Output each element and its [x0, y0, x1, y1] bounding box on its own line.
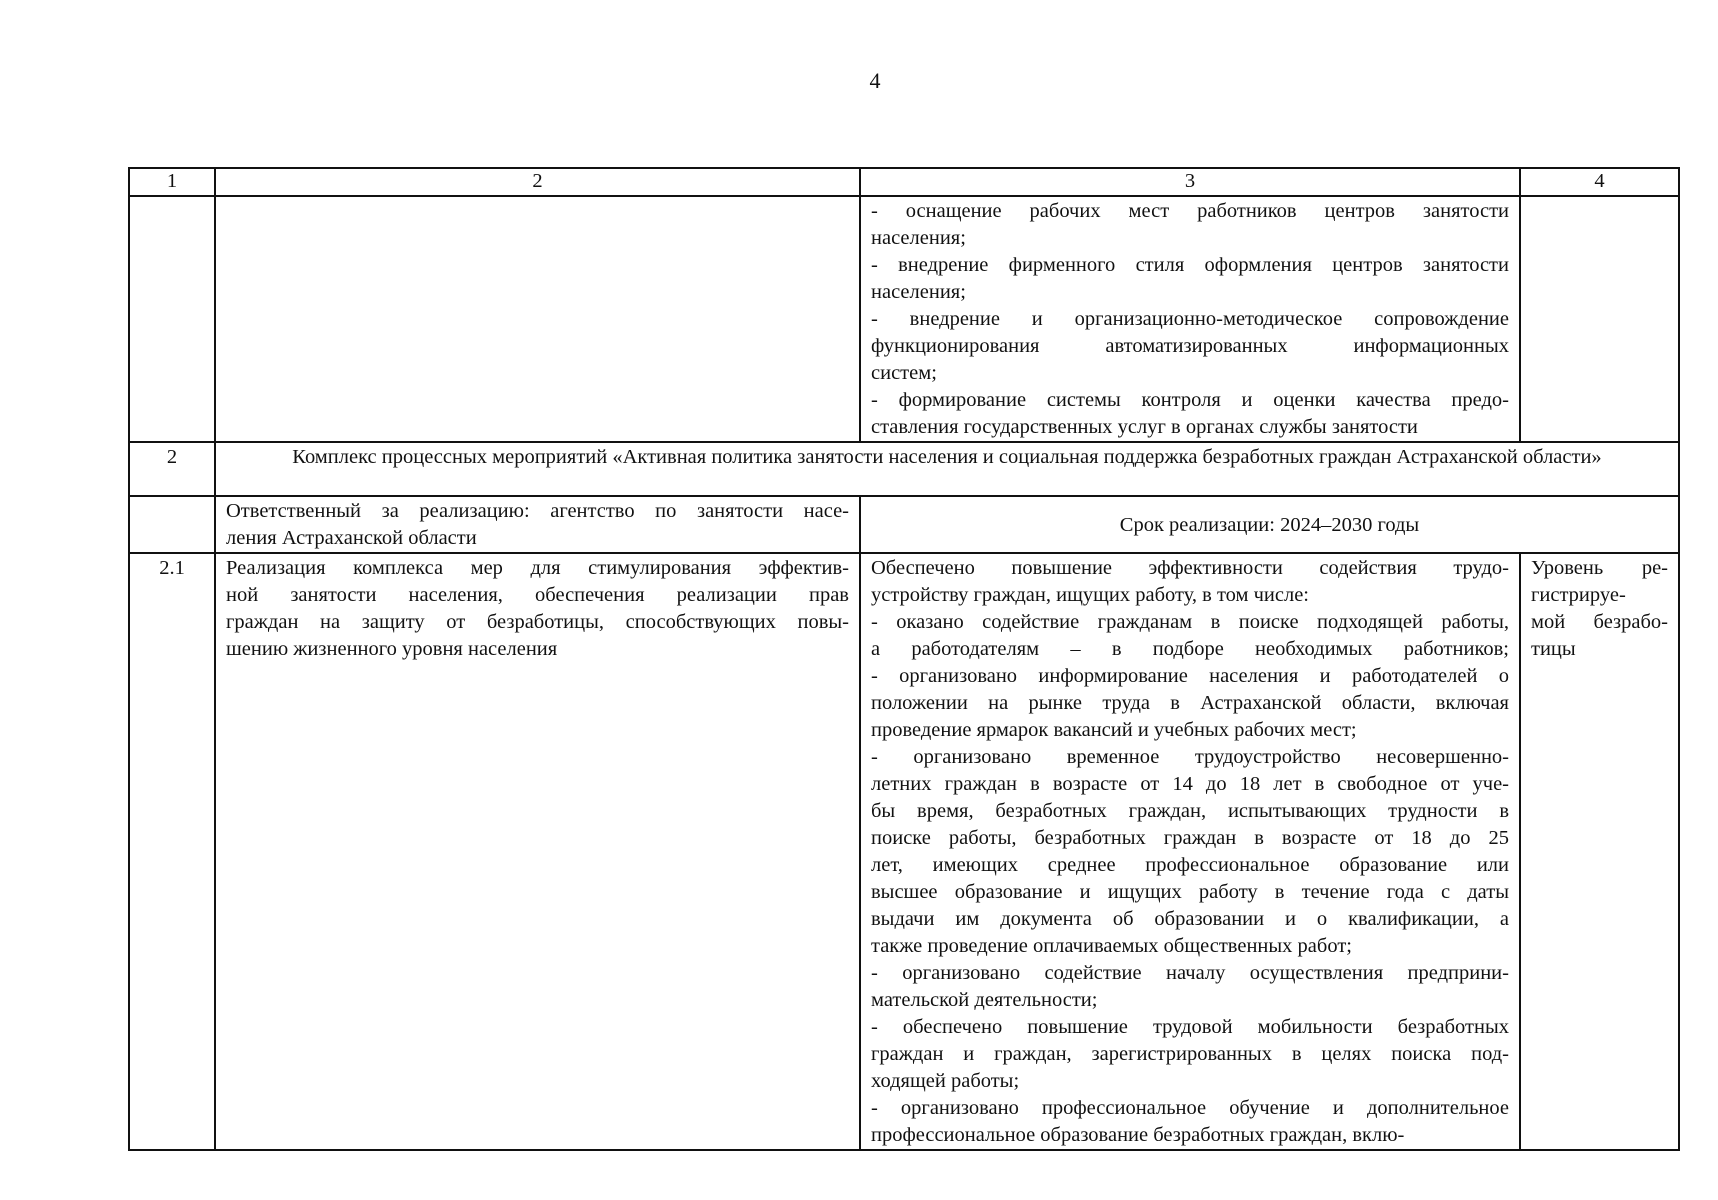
task-indicator-cell [1520, 553, 1679, 1150]
section-title: Комплекс процессных мероприятий «Активная политика занятости населения и социальная поддержка безработных граждан Астраханской области» [215, 442, 1679, 496]
text-line: тицы [1531, 638, 1576, 660]
text-line: - обеспечено повышение трудовой мобильности безработных [871, 1016, 1509, 1038]
continuation-indicator-cell [1520, 196, 1679, 442]
text-line: устройству граждан, ищущих работу, в том числе: [871, 584, 1309, 606]
implementation-period: Срок реализации: 2024–2030 годы [860, 496, 1679, 553]
text-line: - оснащение рабочих мест работников центров занятости [871, 200, 1509, 222]
text-line: - организовано профессиональное обучение и дополнительное [871, 1097, 1509, 1119]
text-line: - организовано содействие началу осуществления предприни- [871, 962, 1509, 984]
text-line: - внедрение фирменного стиля оформления центров занятости [871, 254, 1509, 276]
page-number: 4 [869, 68, 881, 93]
section-row [129, 442, 1679, 496]
text-line: систем; [871, 362, 937, 384]
text-line: населения; [871, 281, 966, 303]
header-cell-4: 4 [1520, 168, 1679, 196]
text-line: Уровень ре- [1531, 557, 1668, 579]
text-line: выдачи им документа об образовании и о квалификации, а [871, 908, 1509, 930]
continuation-name-cell [215, 196, 860, 442]
text-line: ходящей работы; [871, 1070, 1020, 1092]
text-line: Ответственный за реализацию: агентство по занятости насе- [226, 500, 849, 522]
measures-table [128, 167, 1680, 1151]
text-line: - оказано содействие гражданам в поиске подходящей работы, [871, 611, 1509, 633]
text-line: ления Астраханской области [226, 527, 477, 549]
text-line: - организовано информирование населения и работодателей о [871, 665, 1509, 687]
task-row [129, 553, 1679, 1150]
section-number: 2 [129, 442, 215, 496]
text-line: населения; [871, 227, 966, 249]
text-line: - формирование системы контроля и оценки качества предо- [871, 389, 1509, 411]
text-line: ной занятости населения, обеспечения реализации прав [226, 584, 849, 606]
text-line: - организовано временное трудоустройство несовершенно- [871, 746, 1509, 768]
text-line: шению жизненного уровня населения [226, 638, 558, 660]
header-cell-1: 1 [129, 168, 215, 196]
text-line: мой безрабо- [1531, 611, 1668, 633]
responsible-row [129, 496, 1679, 553]
header-cell-2: 2 [215, 168, 860, 196]
table-header-row [129, 168, 1679, 196]
text-line: летних граждан в возрасте от 14 до 18 лет в свободное от уче- [871, 773, 1509, 795]
continuation-row [129, 196, 1679, 442]
text-line: мательской деятельности; [871, 989, 1098, 1011]
text-line: поиске работы, безработных граждан в возрасте от 18 до 25 [871, 827, 1509, 849]
text-line: лет, имеющих среднее профессиональное образование или [871, 854, 1509, 876]
text-line: - внедрение и организационно-методическое сопровождение [871, 308, 1509, 330]
text-line: граждан на защиту от безработицы, способствующих повы- [226, 611, 849, 633]
continuation-number-cell [129, 196, 215, 442]
continuation-result-cell [860, 196, 1520, 442]
task-name-cell [215, 553, 860, 1150]
text-line: положении на рынке труда в Астраханской области, включая [871, 692, 1509, 714]
text-line: проведение ярмарок вакансий и учебных рабочих мест; [871, 719, 1357, 741]
text-line: Реализация комплекса мер для стимулирования эффектив- [226, 557, 849, 579]
text-line: функционирования автоматизированных информационных [871, 335, 1509, 357]
task-result-cell [860, 553, 1520, 1150]
text-line: бы время, безработных граждан, испытывающих трудности в [871, 800, 1509, 822]
text-line: высшее образование и ищущих работу в течение года с даты [871, 881, 1509, 903]
text-line: профессиональное образование безработных граждан, вклю- [871, 1124, 1405, 1146]
responsible-cell [215, 496, 860, 553]
header-cell-3: 3 [860, 168, 1520, 196]
responsible-number-cell [129, 496, 215, 553]
text-line: Обеспечено повышение эффективности содействия трудо- [871, 557, 1509, 579]
text-line: а работодателям – в подборе необходимых работников; [871, 638, 1509, 660]
text-line: гистрируе- [1531, 584, 1626, 606]
text-line: также проведение оплачиваемых общественных работ; [871, 935, 1352, 957]
text-line: граждан и граждан, зарегистрированных в целях поиска под- [871, 1043, 1509, 1065]
text-line: ставления государственных услуг в органах службы занятости [871, 416, 1418, 438]
task-number: 2.1 [129, 553, 215, 1150]
